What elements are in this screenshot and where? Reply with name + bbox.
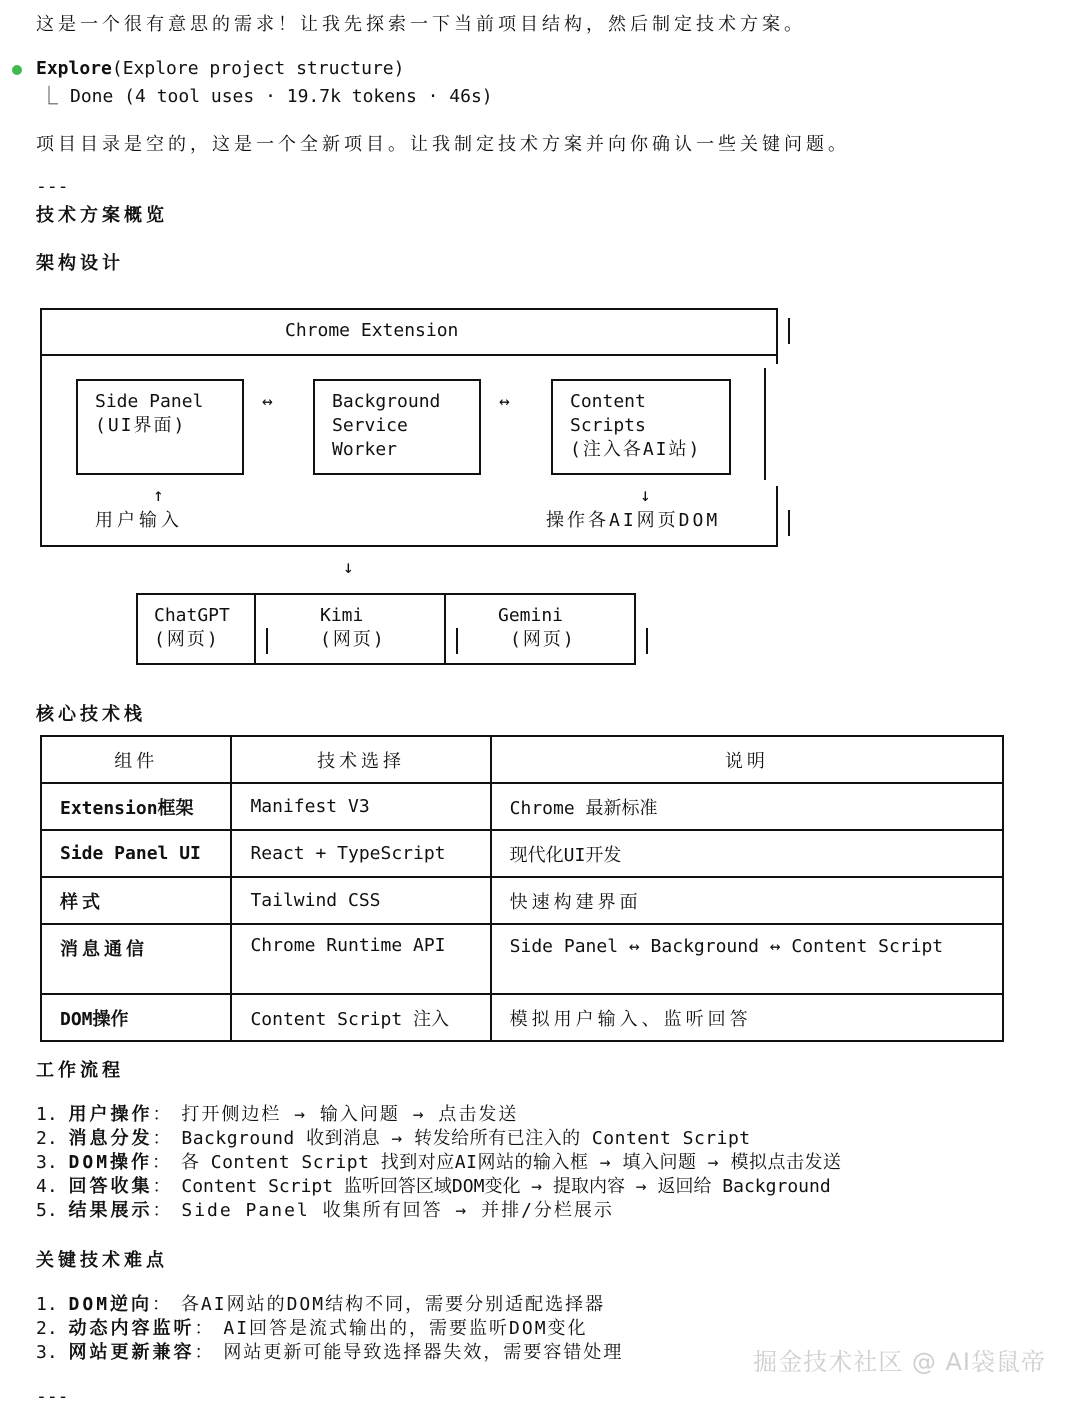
background-label-3: Worker <box>332 439 398 460</box>
list-key: 结果展示 <box>68 1200 153 1221</box>
heading-difficulties: 关键技术难点 <box>36 1250 168 1271</box>
diagram-bottom-border <box>40 545 778 547</box>
list-key: 用户操作 <box>68 1104 153 1125</box>
list-number: 5. <box>36 1200 58 1221</box>
sites-top-border <box>136 593 636 595</box>
table-row <box>41 877 1003 924</box>
arrow-down-icon: ↓ <box>640 485 651 506</box>
list-item: 3. DOM操作： 各 Content Script 找到对应AI网站的输入框 → 填入问题 → 模拟点击发送 <box>36 1152 842 1173</box>
sites-divider-1b <box>266 628 268 654</box>
table-header: 说明 <box>491 736 1003 783</box>
heading-workflow: 工作流程 <box>36 1060 124 1081</box>
status-dot-icon <box>12 65 22 75</box>
dom-op-label: 操作各AI网页DOM <box>546 510 721 531</box>
table-header: 组件 <box>41 736 231 783</box>
diagram-right-border-b <box>788 318 790 344</box>
arrow-up-icon: ↑ <box>153 485 164 506</box>
sites-divider-2b <box>456 628 458 654</box>
table-row <box>41 994 1003 1041</box>
tool-result: Done (4 tool uses · 19.7k tokens · 46s) <box>70 86 493 107</box>
list-text: Background 收到消息 → 转发给所有已注入的 Content Script <box>181 1128 751 1149</box>
side-panel-label-2: (UI界面) <box>95 415 187 436</box>
table-cell: Extension框架 <box>41 783 231 830</box>
content-label-2: Scripts <box>570 415 646 436</box>
list-item: 5. 结果展示： Side Panel 收集所有回答 → 并排/分栏展示 <box>36 1200 614 1221</box>
diagram-right-border-c <box>764 368 766 480</box>
diagram-right-border-e <box>788 510 790 536</box>
table-cell: Tailwind CSS <box>231 877 490 924</box>
list-key: DOM操作 <box>68 1152 153 1173</box>
diagram-left-border <box>40 308 42 547</box>
tool-args: (Explore project structure) <box>111 58 405 79</box>
intro-text: 这是一个很有意思的需求！让我先探索一下当前项目结构，然后制定技术方案。 <box>36 14 806 35</box>
list-key: 回答收集 <box>68 1176 153 1197</box>
list-key: 动态内容监听 <box>68 1318 195 1339</box>
list-number: 2. <box>36 1318 58 1339</box>
arrow-lr-icon: ↔ <box>262 391 273 412</box>
list-text: Content Script 监听回答区域DOM变化 → 提取内容 → 返回给 Background <box>181 1176 831 1197</box>
content-label-1: Content <box>570 391 646 412</box>
list-key: 网站更新兼容 <box>68 1342 195 1363</box>
table-header: 技术选择 <box>231 736 490 783</box>
sites-right-border-b <box>646 628 648 654</box>
heading-architecture: 架构设计 <box>36 253 124 274</box>
list-text: Side Panel 收集所有回答 → 并排/分栏展示 <box>181 1200 614 1221</box>
list-number: 3. <box>36 1152 58 1173</box>
diagram-title-divider <box>40 354 778 356</box>
list-item: 4. 回答收集： Content Script 监听回答区域DOM变化 → 提取内容 → 返回给 Background <box>36 1176 831 1197</box>
site-chatgpt-sub: (网页) <box>154 629 220 650</box>
heading-stack: 核心技术栈 <box>36 704 146 725</box>
side-panel-label-1: Side Panel <box>95 391 204 412</box>
site-gemini-name: Gemini <box>498 605 564 626</box>
list-item: 1. DOM逆向： 各AI网站的DOM结构不同，需要分别适配选择器 <box>36 1294 606 1315</box>
table-cell: Chrome Runtime API <box>231 924 490 994</box>
site-kimi-sub: (网页) <box>320 629 386 650</box>
background-label-2: Service <box>332 415 408 436</box>
diagram-right-border-a <box>776 308 778 364</box>
sites-left-border <box>136 593 138 665</box>
list-text: 各 Content Script 找到对应AI网站的输入框 → 填入问题 → 模拟点击发送 <box>180 1152 842 1173</box>
separator-top: --- <box>36 176 69 197</box>
tool-result-line <box>40 82 493 108</box>
user-input-label: 用户输入 <box>95 510 183 531</box>
container-label: Chrome Extension <box>285 320 459 341</box>
table-cell: 快速构建界面 <box>491 877 1003 924</box>
cell-text: Side Panel ↔ Background ↔ Content Script <box>509 936 944 957</box>
arrow-down-icon: ↓ <box>343 557 354 578</box>
tool-name: Explore <box>36 58 112 79</box>
watermark: 掘金技术社区 @ AI袋鼠帝 <box>753 1348 1046 1376</box>
sites-right-border <box>634 593 636 665</box>
list-text: AI回答是流式输出的，需要监听DOM变化 <box>223 1318 588 1339</box>
diagram-top-border <box>40 308 778 310</box>
list-number: 2. <box>36 1128 58 1149</box>
table-cell: React + TypeScript <box>231 830 490 877</box>
table-row <box>41 783 1003 830</box>
table-cell: DOM操作 <box>41 994 231 1041</box>
list-text: 各AI网站的DOM结构不同，需要分别适配选择器 <box>180 1294 606 1315</box>
sites-divider-2 <box>444 593 446 665</box>
site-kimi-name: Kimi <box>320 605 364 626</box>
list-key: DOM逆向 <box>68 1294 153 1315</box>
background-label-1: Background <box>332 391 441 412</box>
list-key: 消息分发 <box>68 1128 153 1149</box>
list-number: 4. <box>36 1176 58 1197</box>
table-cell: Side Panel UI <box>41 830 231 877</box>
table-cell: 样式 <box>41 877 231 924</box>
diagram-right-border-d <box>776 486 778 546</box>
table-cell: Content Script 注入 <box>231 994 490 1041</box>
sites-divider-1 <box>254 593 256 665</box>
list-item: 2. 动态内容监听： AI回答是流式输出的，需要监听DOM变化 <box>36 1318 588 1339</box>
list-text: 网站更新可能导致选择器失效，需要容错处理 <box>223 1342 624 1363</box>
table-cell: Manifest V3 <box>231 783 490 830</box>
tech-stack-table <box>40 735 1004 1042</box>
result-branch-icon: ⎿ <box>40 86 58 107</box>
table-cell: 模拟用户输入、监听回答 <box>491 994 1003 1041</box>
table-row <box>41 924 1003 994</box>
analysis-text: 项目目录是空的，这是一个全新项目。让我制定技术方案并向你确认一些关键问题。 <box>36 134 850 155</box>
heading-overview: 技术方案概览 <box>36 205 168 226</box>
arrow-lr-icon: ↔ <box>499 391 510 412</box>
list-item: 3. 网站更新兼容： 网站更新可能导致选择器失效，需要容错处理 <box>36 1342 624 1363</box>
table-row <box>41 830 1003 877</box>
list-text: 打开侧边栏 → 输入问题 → 点击发送 <box>181 1104 519 1125</box>
table-header-row <box>41 736 1003 783</box>
site-chatgpt-name: ChatGPT <box>154 605 230 626</box>
list-item: 2. 消息分发： Background 收到消息 → 转发给所有已注入的 Content Script <box>36 1128 751 1149</box>
tool-call-line <box>36 58 404 79</box>
list-item: 1. 用户操作： 打开侧边栏 → 输入问题 → 点击发送 <box>36 1104 519 1125</box>
sites-bottom-border <box>136 663 636 665</box>
table-cell <box>491 924 1003 994</box>
list-number: 1. <box>36 1104 58 1125</box>
list-number: 1. <box>36 1294 58 1315</box>
table-cell: Chrome 最新标准 <box>491 783 1003 830</box>
list-number: 3. <box>36 1342 58 1363</box>
site-gemini-sub: (网页) <box>510 629 576 650</box>
content-label-3: (注入各AI站) <box>570 439 702 460</box>
separator-bottom: --- <box>36 1386 69 1407</box>
table-cell: 消息通信 <box>41 924 231 994</box>
table-cell: 现代化UI开发 <box>491 830 1003 877</box>
